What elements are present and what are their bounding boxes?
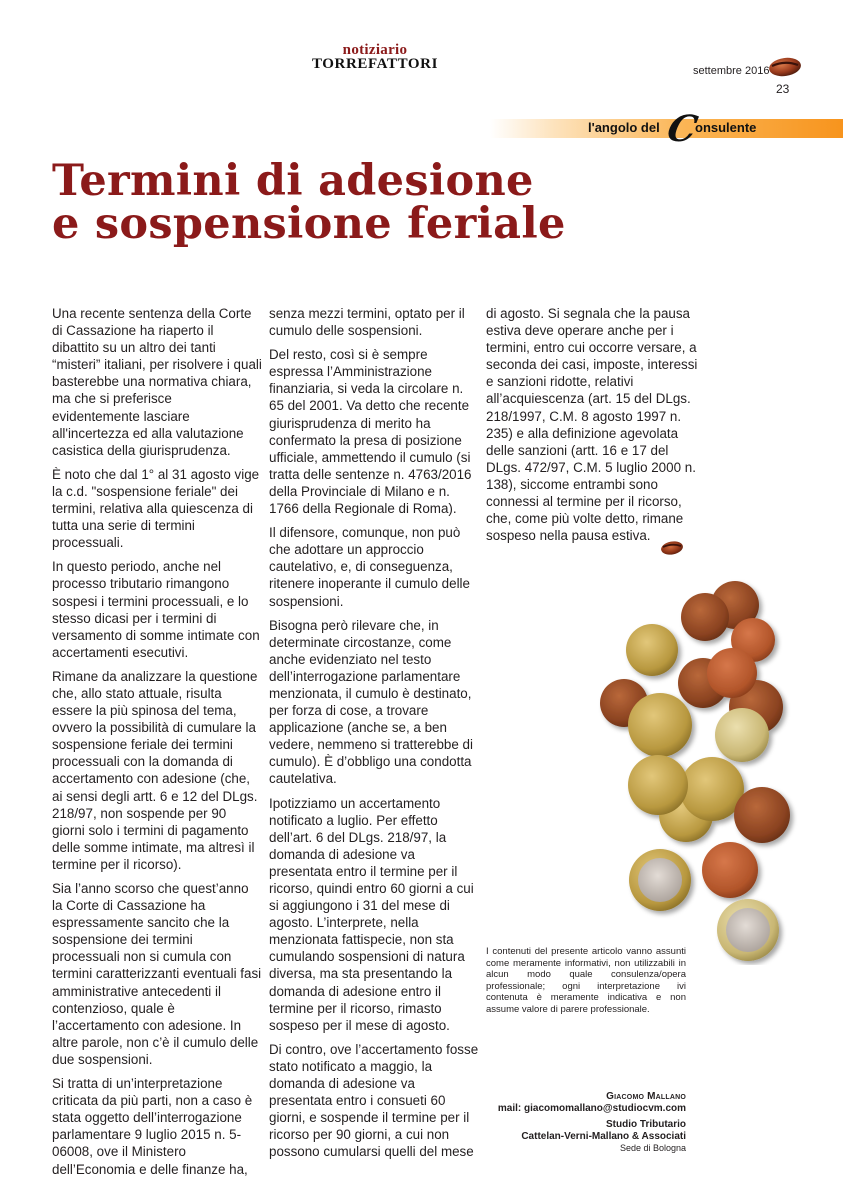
masthead-line1: notiziario xyxy=(342,42,408,58)
disclaimer-text: I contenuti del presente articolo vanno assunti come meramente informativi, non utilizzabili in alcun modo quale consulenza/opera professionale; ogni interpretazione ivi contenuta è meramente indicativa e non assume valore di parere professionale. xyxy=(486,946,686,1015)
author-signature xyxy=(486,1091,686,1154)
coin xyxy=(734,787,790,843)
coin xyxy=(715,708,769,762)
article-column-1 xyxy=(52,305,262,1185)
issue-date: settembre 2016 xyxy=(693,65,770,77)
coin xyxy=(681,593,729,641)
article-column-3 xyxy=(486,305,698,551)
author-name: Giacomo Mallano xyxy=(606,1091,686,1102)
section-label: l'angolo del xyxy=(588,120,660,135)
coffee-bean-icon xyxy=(660,540,684,556)
section-label-rest: onsulente xyxy=(695,120,757,135)
coin xyxy=(702,842,758,898)
coffee-bean-icon xyxy=(768,56,802,78)
article-title xyxy=(52,156,566,249)
firm-name: Studio Tributario xyxy=(606,1119,686,1130)
paragraph: È noto che dal 1° al 31 agosto vige la c.d. "sospensione feriale" dei termini, relativa alla quiescenza di tutta una serie di termini processuali. xyxy=(52,466,260,551)
coin xyxy=(628,755,688,815)
section-initial: C xyxy=(663,108,702,150)
coin xyxy=(638,858,682,902)
paragraph: Di contro, ove l’accertamento fosse stato notificato a maggio, la domanda di adesione va presentata entro i consueti 60 giorni, e sospende il termine per il ricorso per 90 giorni, a cui non possono cumularsi quelli del mese xyxy=(269,1041,479,1160)
author-email[interactable]: mail: giacomomallano@studiocvm.com xyxy=(497,1103,686,1114)
paragraph: Una recente sentenza della Corte di Cassazione ha riaperto il dibattito su un altro dei tanti “misteri” italiani, per risolvere i quali basterebbe una normativa chiara, ma che si preferisce evidentemente lasciare all'incertezza ed alla valutazione casistica della giurisprudenza. xyxy=(52,306,262,458)
article-column-2 xyxy=(269,305,481,1168)
paragraph: senza mezzi termini, optato per il cumulo delle sospensioni. xyxy=(269,306,465,339)
paragraph: Del resto, così si è sempre espressa l’Amministrazione finanziaria, si veda la circolare n. 65 del 2001. Va detto che recente giurisprudenza di merito ha confermato la presa di posizione ufficiale, ammettendo il cumulo (si tratta delle sentenze n. 4763/2016 della Provinciale di Milano e n. 1766 della Regionale di Roma). xyxy=(269,347,472,517)
article-title-line1: Termini di adesione xyxy=(52,156,534,206)
firm-partners: Cattelan-Verni-Mallano & Associati xyxy=(521,1131,686,1142)
coin xyxy=(628,693,692,757)
coin xyxy=(626,624,678,676)
paragraph: di agosto. Si segnala che la pausa estiva deve operare anche per i termini, entro cui occorre versare, a seconda dei casi, imposte, interessi e sanzioni ridotte, relativi all’acquiescenza (art. 15 del DLgs. 218/1997, C.M. 8 agosto 1997 n. 235) e alla definizione agevolata delle sanzioni (artt. 16 e 17 del DLgs. 472/97, C.M. 5 luglio 2000 n. 138), siccome entrambi sono connessi al termine per il ricorso, che, come più volte detto, rimane sospeso nella pausa estiva. xyxy=(486,306,698,544)
coin xyxy=(707,648,757,698)
paragraph: In questo periodo, anche nel processo tributario rimangono sospesi i termini processuali, e lo stesso dicasi per i termini di versamento di somme intimate con accertamenti esecutivi. xyxy=(52,559,260,660)
firm-office: Sede di Bologna xyxy=(619,1143,686,1153)
paragraph: Il difensore, comunque, non può che adottare un approccio cautelativo, e, di conseguenza, ritenere inoperante il cumulo delle sospensioni. xyxy=(269,525,470,609)
page-number: 23 xyxy=(776,82,790,96)
paragraph: Sia l’anno scorso che quest’anno la Corte di Cassazione ha espressamente sancito che la sospensione dei termini processuali non si cumula con termini caratterizzanti eventuali fasi amministrative antecedenti il contenzioso, quale è l’accertamento con adesione. In altre parole, non c’è il cumulo delle due sospensioni. xyxy=(52,881,262,1067)
paragraph: Ipotizziamo un accertamento notificato a luglio. Per effetto dell’art. 6 del DLgs. 218/97, la domanda di adesione va presentata entro il termine per il ricorso, quindi entro 60 giorni a cui si aggiungono i 31 del mese di agosto. L’interprete, nella menzionata fattispecie, non sta cumulando sospensioni di natura diversa, ma sta presentando la domanda di adesione entro il termine per il ricorso, rimasto sospeso per il mese di agosto. xyxy=(269,795,474,1033)
coin xyxy=(726,908,770,952)
masthead-line2: TORREFATTORI xyxy=(311,56,439,72)
paragraph: Si tratta di un’interpretazione criticata da più parti, non a caso è stata oggetto dell’interrogazione parlamentare 9 luglio 2015 n. 5-06008, ove il Ministero dell’Economia e delle finanze ha, xyxy=(52,1076,253,1177)
paragraph: Bisogna però rilevare che, in determinate circostanze, come anche evidenziato nel testo dell’interrogazione parlamentare menzionata, il cumulo è destinato, per forza di cose, a trovare applicazione (anche se, a ben vedere, nemmeno si tratterebbe di cumulo). È d’obbligo una condotta cautelativa. xyxy=(269,617,473,787)
article-title-line2: e sospensione feriale xyxy=(52,199,566,249)
coins-photo xyxy=(560,575,845,965)
paragraph: Rimane da analizzare la questione che, allo stato attuale, risulta essere la più spinosa del tema, ovvero la possibilità di cumulare la sospensione feriale dei termini processuali con la domanda di accertamento con adesione (che, ai sensi degli artt. 6 e 12 del DLgs. 218/97, non sospende per 90 giorni solo i termini di pagamento delle somme intimate, ma altresì il termine per il ricorso). xyxy=(52,668,258,872)
masthead-logo xyxy=(300,44,450,72)
